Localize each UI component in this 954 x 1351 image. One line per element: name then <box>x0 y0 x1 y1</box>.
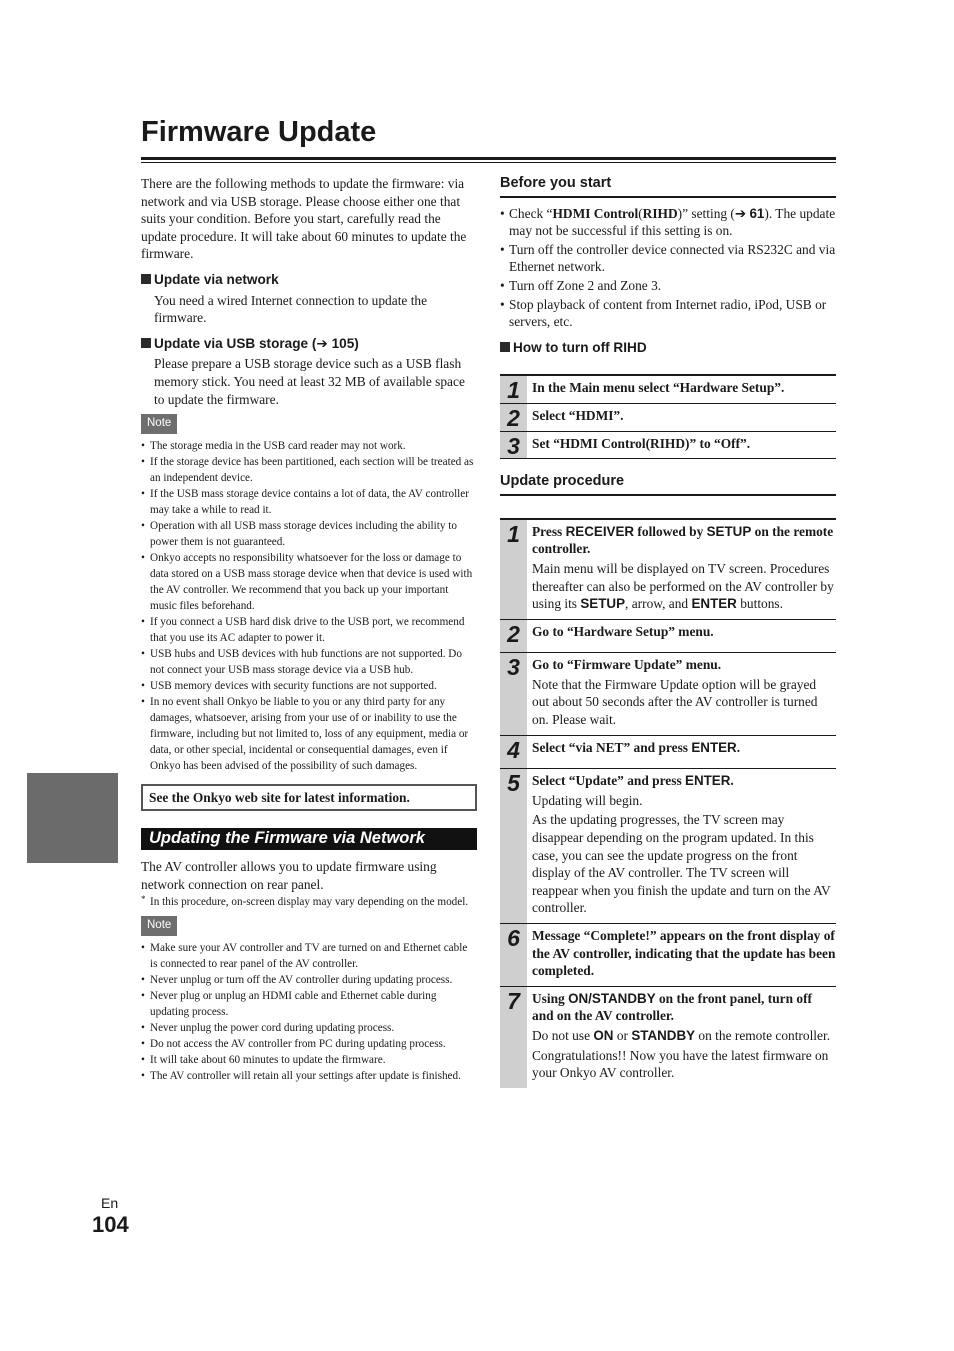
page-language: En <box>101 1195 119 1211</box>
step-number: 5 <box>500 769 527 923</box>
step-number: 2 <box>500 404 527 431</box>
section-intro: The AV controller allows you to update firmware using network connection on rear panel. <box>141 858 437 892</box>
list-item: • USB hubs and USB devices with hub functions are not supported. Do not connect your USB mass storage device via a USB hub. <box>141 646 477 678</box>
chapter-side-tab <box>27 773 118 863</box>
section-heading-network-update: Updating the Firmware via Network <box>141 828 477 850</box>
square-bullet-icon <box>141 274 151 284</box>
list-item: • Never plug or unplug an HDMI cable and Ethernet cable during updating process. <box>141 988 477 1020</box>
step-number: 1 <box>500 376 527 403</box>
right-column <box>500 175 836 1088</box>
step-title: Message “Complete!” appears on the front display of the AV controller, indicating that the update has been completed. <box>532 928 836 979</box>
before-you-start-heading: Before you start <box>500 175 836 198</box>
update-via-network-heading: Update via network <box>141 271 477 289</box>
list-item: • Turn off Zone 2 and Zone 3. <box>500 277 836 295</box>
step-title: Press RECEIVER followed by SETUP on the remote controller. <box>532 523 834 557</box>
step-number: 3 <box>500 653 527 734</box>
step-number: 2 <box>500 620 527 653</box>
page-number: 104 <box>92 1212 129 1237</box>
step-title: Go to “Firmware Update” menu. <box>532 657 722 673</box>
before-you-start-list <box>500 205 836 331</box>
step-description: Congratulations!! Now you have the latest firmware on your Onkyo AV controller. <box>532 1047 829 1081</box>
list-item: • Do not access the AV controller from PC during updating process. <box>141 1036 477 1052</box>
list-item: • Operation with all USB mass storage devices including the ability to power them is not guaranteed. <box>141 518 477 550</box>
step-row <box>500 620 836 654</box>
step-row <box>500 924 836 987</box>
note-label: Note <box>141 414 177 434</box>
list-item: • Never unplug or turn off the AV controller during updating process. <box>141 972 477 988</box>
step-title: In the Main menu select “Hardware Setup”. <box>532 380 785 396</box>
step-title: Set “HDMI Control(RIHD)” to “Off”. <box>532 435 751 451</box>
update-procedure-steps <box>500 518 836 1088</box>
list-item: • In no event shall Onkyo be liable to you or any third party for any damages, whatsoever, arising from your use of or inability to use the firmware, including but not limited to, loss of any equipment, media or data, or other special, incidental or consequential damages, even if Onkyo has been advised of the possibility of such damages. <box>141 694 477 774</box>
step-title: Go to “Hardware Setup” menu. <box>532 623 714 639</box>
list-item: • If the storage device has been partitioned, each section will be treated as an independent device. <box>141 454 477 486</box>
update-via-usb-text: Please prepare a USB storage device such as a USB flash memory stick. You need at least 32 MB of available space to update the firmware. <box>154 356 465 407</box>
step-row <box>500 404 836 432</box>
square-bullet-icon <box>500 342 510 352</box>
update-via-usb-heading: Update via USB storage (➔ 105) <box>141 335 477 353</box>
usb-notes-list <box>141 438 477 774</box>
footnote: * In this procedure, on-screen display may vary depending on the model. <box>141 894 477 910</box>
note-label: Note <box>141 916 177 936</box>
step-number: 1 <box>500 520 527 619</box>
list-item: • Check “HDMI Control(RIHD)” setting (➔ 61). The update may not be successful if this setting is on. <box>500 205 836 240</box>
step-description: As the updating progresses, the TV screen may disappear depending on the program updated. In this case, you can see the update progress on the front display of the AV controller. The TV screen will reappear when you finish the update and turn on the AV controller. <box>532 812 831 916</box>
turn-off-rihd-heading: How to turn off RIHD <box>500 339 836 357</box>
list-item: • If you connect a USB hard disk drive to the USB port, we recommend that you use its AC adapter to power it. <box>141 614 477 646</box>
step-description: Updating will begin. <box>532 792 643 808</box>
list-item: • Make sure your AV controller and TV are turned on and Ethernet cable is connected to rear panel of the AV controller. <box>141 940 477 972</box>
step-row <box>500 769 836 924</box>
list-item: • Turn off the controller device connected via RS232C and via Ethernet network. <box>500 241 836 276</box>
update-procedure-heading: Update procedure <box>500 473 836 496</box>
step-row <box>500 520 836 620</box>
step-number: 7 <box>500 987 527 1088</box>
list-item: • If the USB mass storage device contains a lot of data, the AV controller may take a while to read it. <box>141 486 477 518</box>
list-item: • Onkyo accepts no responsibility whatsoever for the loss or damage to data stored on a USB mass storage device when that device is used with the AV controller. We recommend that you back up your important music files beforehand. <box>141 550 477 614</box>
update-via-network-text: You need a wired Internet connection to update the firmware. <box>154 292 428 326</box>
step-description: Main menu will be displayed on TV screen. Procedures thereafter can also be performed on the AV controller by using its SETUP, arrow, and ENTER buttons. <box>532 560 834 612</box>
step-title: Select “via NET” and press ENTER. <box>532 739 741 755</box>
step-row <box>500 736 836 770</box>
list-item: • Stop playback of content from Internet radio, iPod, USB or servers, etc. <box>500 296 836 331</box>
web-site-notice: See the Onkyo web site for latest information. <box>141 784 477 812</box>
step-row <box>500 653 836 735</box>
step-row <box>500 987 836 1088</box>
step-row <box>500 376 836 404</box>
list-item: • USB memory devices with security functions are not supported. <box>141 678 477 694</box>
square-bullet-icon <box>141 338 151 348</box>
step-number: 6 <box>500 924 527 986</box>
step-description: Note that the Firmware Update option will be grayed out about 50 seconds after the AV controller is turned on. Please wait. <box>532 676 818 728</box>
title-rule-thin <box>141 162 836 163</box>
page-title: Firmware Update <box>141 116 377 148</box>
step-title: Select “HDMI”. <box>532 407 624 423</box>
list-item: • Never unplug the power cord during updating process. <box>141 1020 477 1036</box>
step-title: Select “Update” and press ENTER. <box>532 773 734 789</box>
footnote-mark: * <box>141 894 146 905</box>
list-item: • It will take about 60 minutes to update the firmware. <box>141 1052 477 1068</box>
list-item: • The storage media in the USB card reader may not work. <box>141 438 477 454</box>
step-row <box>500 432 836 460</box>
list-item: • The AV controller will retain all your settings after update is finished. <box>141 1068 477 1084</box>
step-number: 4 <box>500 736 527 769</box>
title-rule <box>141 157 836 160</box>
step-title: Using ON/STANDBY on the front panel, turn off and on the AV controller. <box>532 990 812 1024</box>
rihd-steps <box>500 374 836 459</box>
left-column <box>141 175 477 1084</box>
step-number: 3 <box>500 432 527 459</box>
step-description: Do not use ON or STANDBY on the remote controller. <box>532 1027 831 1043</box>
intro-paragraph: There are the following methods to update the firmware: via network and via USB storage. Please choose either one that suits your condition. Before you start, carefully read the update procedure. It will take about 60 minutes to update the firmware. <box>141 176 467 262</box>
network-notes-list <box>141 940 477 1084</box>
